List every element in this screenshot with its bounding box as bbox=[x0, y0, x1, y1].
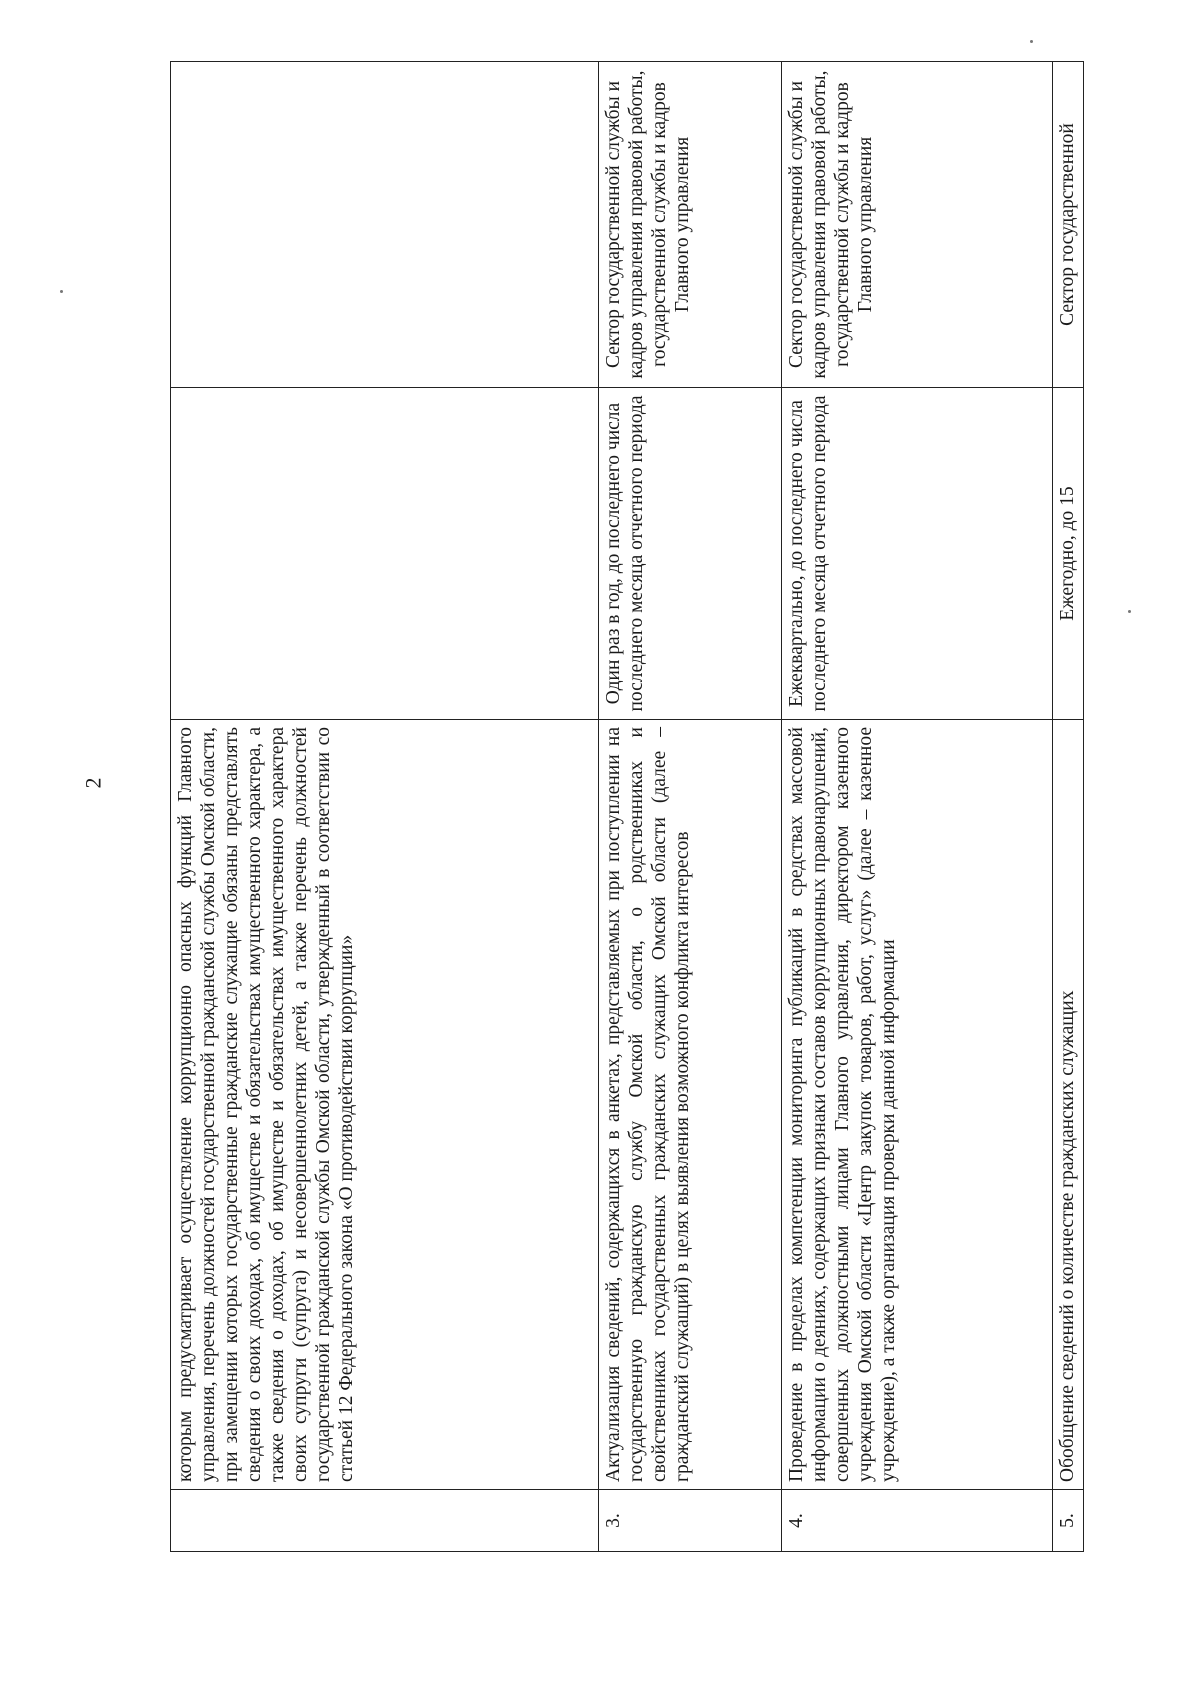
table-row bbox=[782, 62, 1053, 1552]
row-number: 5. bbox=[1053, 1490, 1084, 1552]
row-responsible bbox=[171, 62, 599, 388]
row-term bbox=[171, 388, 599, 720]
row-responsible: Сектор государственной bbox=[1053, 62, 1084, 388]
rotated-table-container bbox=[170, 62, 1084, 1552]
scan-speck bbox=[60, 290, 63, 293]
page-number: 2 bbox=[80, 777, 106, 789]
row-term: Ежегодно, до 15 bbox=[1053, 388, 1084, 720]
scan-speck bbox=[1030, 40, 1033, 43]
table-row bbox=[1053, 62, 1084, 1552]
table-row bbox=[171, 62, 599, 1552]
row-number bbox=[171, 1490, 599, 1552]
row-responsible: Сектор государственной службы и кадров управления правовой работы, государственной службы и кадров Главного управления bbox=[782, 62, 1053, 388]
row-description: Обобщение сведений о количестве гражданских служащих bbox=[1053, 720, 1084, 1490]
scan-speck bbox=[1128, 610, 1131, 613]
row-term: Ежеквартально, до последнего числа последнего месяца отчетного периода bbox=[782, 388, 1053, 720]
row-description: Актуализация сведений, содержащихся в анкетах, представляемых при поступлении на государственную гражданскую службу Омской области, о родственниках и свойственниках государственных гражданских служащих Омской области (далее – гражданский служащий) в целях выявления возможного конфликта интересов bbox=[598, 720, 782, 1490]
row-description: Проведение в пределах компетенции мониторинга публикаций в средствах массовой информации о деяниях, содержащих признаки составов коррупционных правонарушений, совершенных должностными лицами Главного управления, директором казенного учреждения Омской области «Центр закупок товаров, работ, услуг» (далее – казенное учреждение), а также организация проверки данной информации bbox=[782, 720, 1053, 1490]
measures-table bbox=[170, 61, 1084, 1552]
row-number: 3. bbox=[598, 1490, 782, 1552]
row-term: Один раз в год, до последнего числа последнего месяца отчетного периода bbox=[598, 388, 782, 720]
row-number: 4. bbox=[782, 1490, 1053, 1552]
table-row bbox=[598, 62, 782, 1552]
row-responsible: Сектор государственной службы и кадров управления правовой работы, государственной службы и кадров Главного управления bbox=[598, 62, 782, 388]
row-description: которым предусматривает осуществление коррупционно опасных функций Главного управления, перечень должностей государственной гражданской службы Омской области, при замещении которых государственные гражданские служащие обязаны представлять сведения о своих доходах, об имуществе и обязательствах имущественного характера, а также сведения о доходах, об имуществе и обязательствах имущественного характера своих супруги (супруга) и несовершеннолетних детей, а также перечень должностей государственной гражданской службы Омской области, утвержденный в соответствии со статьей 12 Федерального закона «О противодействии коррупции» bbox=[171, 720, 599, 1490]
